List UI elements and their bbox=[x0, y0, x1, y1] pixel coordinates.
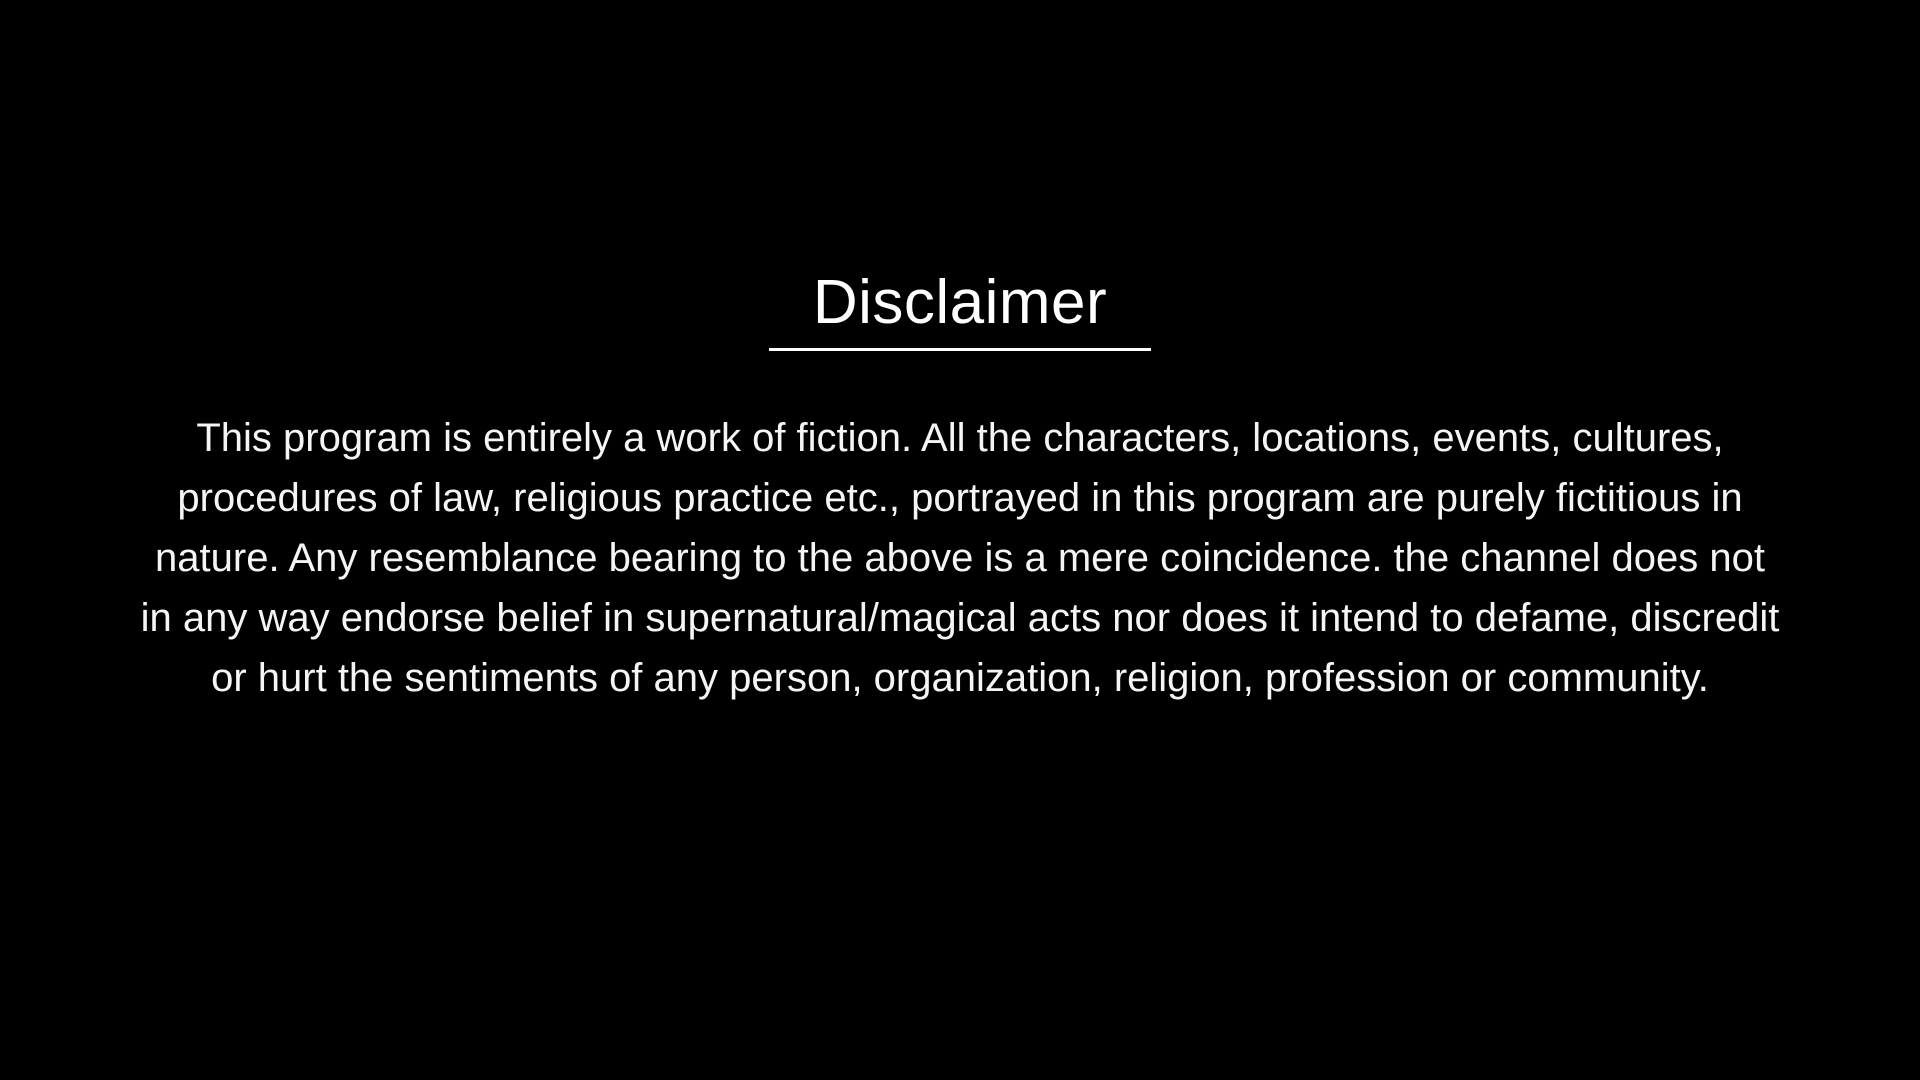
title-underline-divider bbox=[769, 348, 1151, 351]
disclaimer-body-text: This program is entirely a work of fiction. All the characters, locations, events, cultures, procedures of law, religious practice etc., portrayed in this program are purely fictitious in nature. Any resemblance bearing to the above is a mere coincidence. the channel does not in any way endorse belief in supernatural/magical acts nor does it intend to defame, discredit or hurt the sentiments of any person, organization, religion, profession or community. bbox=[140, 416, 1780, 700]
title-block bbox=[0, 268, 1920, 351]
page-title: Disclaimer bbox=[812, 268, 1108, 337]
